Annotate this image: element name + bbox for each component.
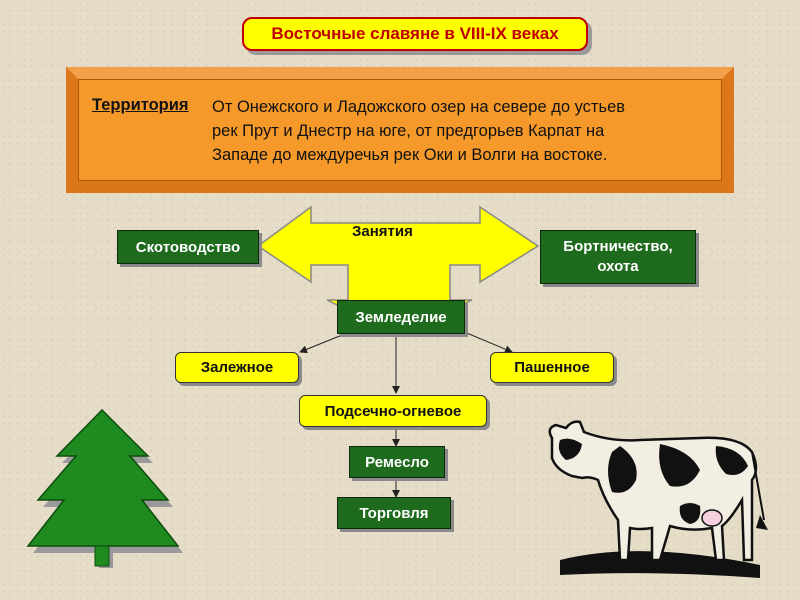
craft-box [349, 446, 445, 478]
territory-line-3: Западе до междуречья рек Оки и Волги на востоке. [212, 146, 608, 164]
territory-line-1: От Онежского и Ладожского озер на севере до устьев [212, 98, 626, 116]
occupations-label: Занятия [352, 223, 413, 240]
agriculture-label: Земледелие [355, 308, 447, 326]
arable-farming-label: Пашенное [514, 359, 590, 376]
cow-icon [550, 422, 768, 578]
fir-tree-icon [28, 410, 183, 568]
hunting-label: охота [597, 258, 639, 275]
connector-to-zalezhnoe [300, 331, 352, 352]
livestock-box [117, 230, 259, 264]
trade-label: Торговля [359, 504, 429, 522]
beekeeping-label: Бортничество, [563, 238, 673, 255]
craft-label: Ремесло [365, 453, 429, 471]
slash-and-burn-box [299, 395, 487, 427]
connector-to-pashennoe [462, 331, 512, 352]
territory-label: Территория [92, 96, 189, 114]
territory-line-2: рек Прут и Днестр на юге, от предгорьев Карпат на [212, 122, 605, 140]
beekeeping-hunting-box [540, 230, 696, 284]
trade-box [337, 497, 451, 529]
agriculture-box [337, 300, 465, 334]
fallow-farming-label: Залежное [200, 359, 274, 376]
diagram-title: Восточные славяне в VIII-IX веках [242, 17, 588, 51]
livestock-label: Скотоводство [135, 238, 241, 256]
slash-and-burn-label: Подсечно-огневое [324, 402, 462, 420]
fallow-farming-box [175, 352, 299, 383]
arable-farming-box [490, 352, 614, 383]
